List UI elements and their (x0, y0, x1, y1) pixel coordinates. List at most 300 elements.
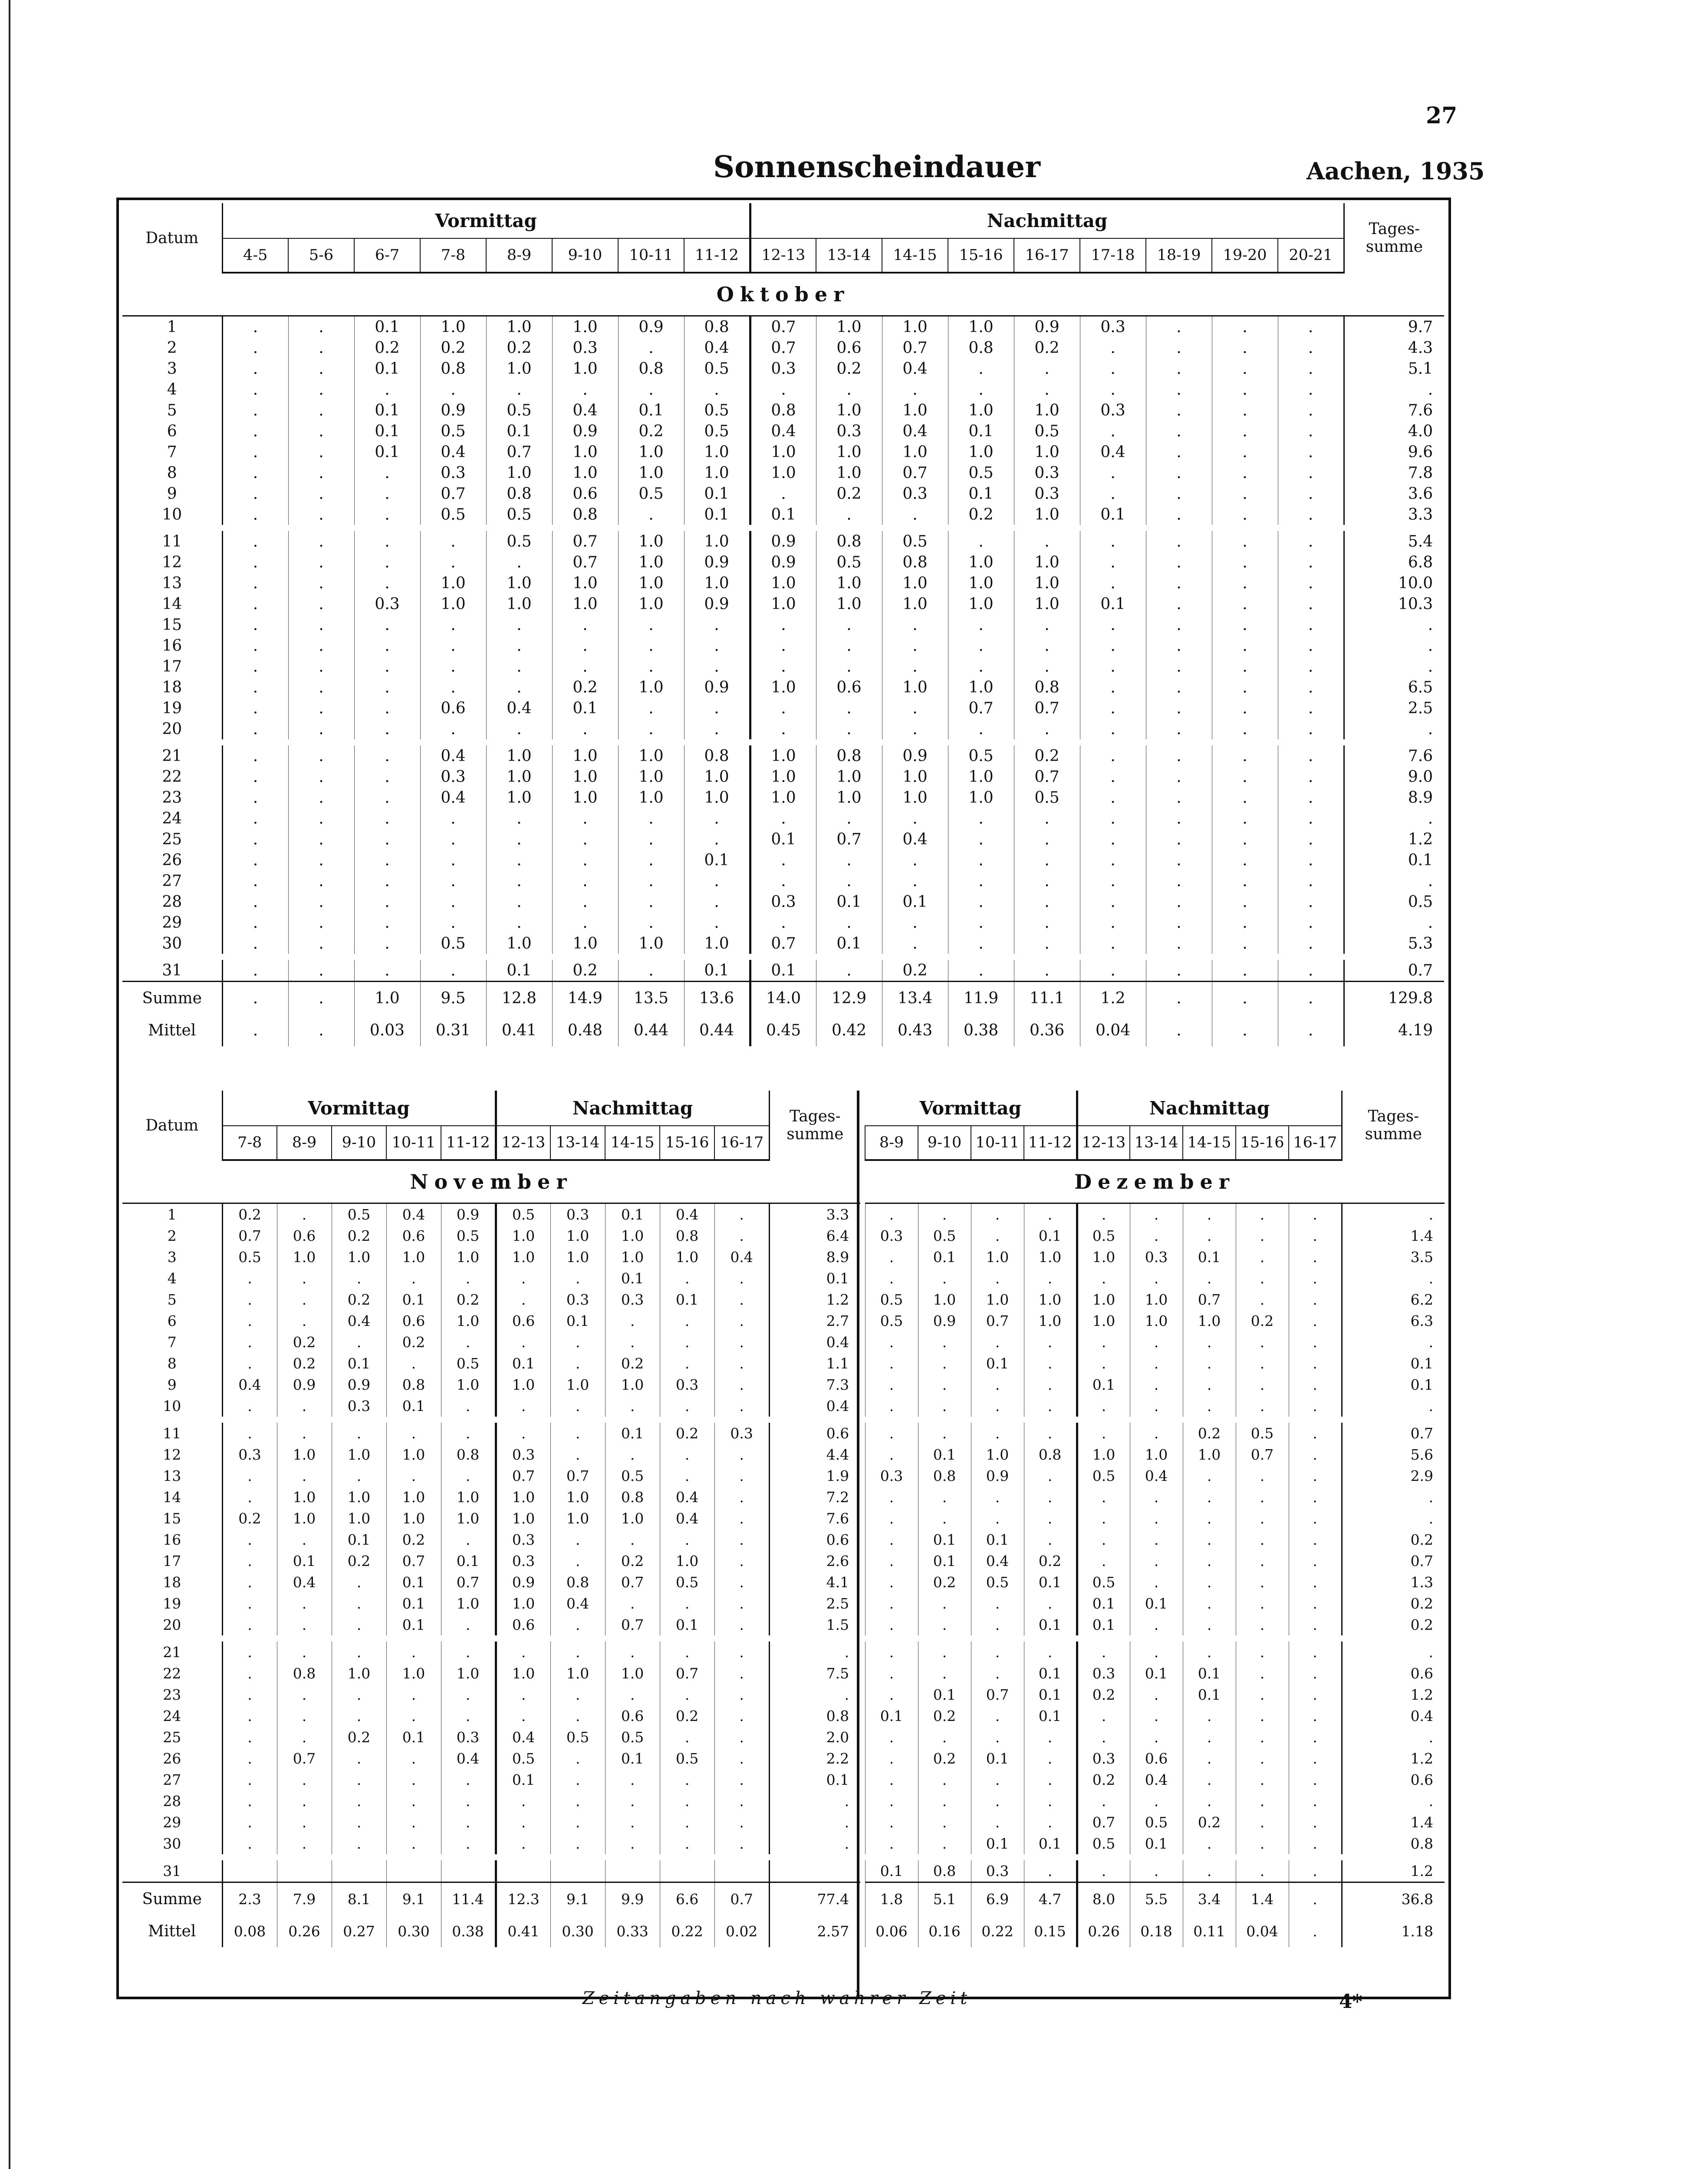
value-cell: . (882, 379, 948, 400)
value-cell: 1.0 (750, 766, 816, 787)
value-cell: 1.0 (277, 1487, 332, 1508)
value-cell: 0.8 (882, 552, 948, 573)
value-cell: 0.8 (550, 1572, 605, 1593)
value-cell: 0.8 (420, 358, 486, 379)
daily-total: 0.1 (769, 1268, 860, 1289)
value-cell: 0.1 (971, 1833, 1024, 1854)
footer-note: Zeitangaben nach wahrer Zeit (582, 1988, 972, 2008)
value-cell: . (1080, 337, 1146, 358)
value-cell: 0.5 (660, 1748, 714, 1769)
value-cell: . (1130, 1529, 1183, 1550)
value-cell: . (714, 1529, 769, 1550)
value-cell: . (684, 870, 750, 891)
value-cell: . (618, 719, 684, 739)
value-cell: . (222, 850, 288, 870)
value-cell: 1.0 (882, 766, 948, 787)
value-cell: . (486, 635, 552, 656)
value-cell: . (1077, 1790, 1130, 1812)
table-row (122, 1642, 860, 1663)
value-cell: 0.1 (605, 1268, 660, 1289)
value-cell: . (714, 1310, 769, 1332)
value-cell: 0.8 (552, 504, 618, 525)
value-cell: . (420, 850, 486, 870)
value-cell: . (750, 719, 816, 739)
value-cell: . (1212, 462, 1278, 483)
value-cell: 0.1 (605, 1203, 660, 1226)
daily-total: . (1342, 1487, 1445, 1508)
value-cell: 0.7 (750, 337, 816, 358)
datum-header: Datum (122, 1091, 222, 1160)
value-cell: 1.0 (496, 1374, 550, 1395)
value-cell: 1.0 (552, 766, 618, 787)
value-cell: . (1236, 1642, 1289, 1663)
value-cell: . (714, 1353, 769, 1374)
value-cell: . (354, 573, 420, 593)
value-cell: . (420, 891, 486, 912)
value-cell: . (918, 1203, 971, 1226)
value-cell: . (288, 719, 354, 739)
table-row (865, 1374, 1445, 1395)
value-cell: . (1212, 614, 1278, 635)
value-cell: 1.0 (332, 1246, 386, 1268)
table-row (865, 1642, 1445, 1663)
value-cell: . (948, 531, 1014, 552)
value-cell: 0.1 (971, 1529, 1024, 1550)
value-cell: . (1236, 1332, 1289, 1353)
value-cell: . (865, 1423, 918, 1444)
value-cell: 1.0 (550, 1374, 605, 1395)
value-cell: 0.1 (684, 850, 750, 870)
value-cell: . (277, 1529, 332, 1550)
value-cell: 1.0 (552, 787, 618, 808)
value-cell: . (1146, 677, 1212, 698)
value-cell: . (354, 531, 420, 552)
value-cell: . (486, 891, 552, 912)
value-cell: . (1289, 1332, 1342, 1353)
october-group-header-row (122, 203, 1444, 238)
value-cell: . (550, 1748, 605, 1769)
value-cell: 0.1 (496, 1769, 550, 1790)
value-cell: . (1014, 829, 1080, 850)
value-cell: . (277, 1684, 332, 1705)
row-gap (865, 1635, 1445, 1642)
hour-header: 15-16 (660, 1126, 714, 1160)
day-number: 13 (122, 573, 222, 593)
value-cell: 0.5 (1077, 1465, 1130, 1487)
value-cell: 0.1 (1130, 1593, 1183, 1614)
value-cell: 0.1 (1024, 1833, 1077, 1854)
table-row (865, 1663, 1445, 1684)
table-row (122, 1487, 860, 1508)
value-cell: 0.2 (660, 1705, 714, 1727)
value-cell: 1.0 (496, 1246, 550, 1268)
table-row (122, 960, 1444, 982)
value-cell: 1.0 (618, 787, 684, 808)
day-number: 28 (122, 1790, 222, 1812)
value-cell: . (918, 1593, 971, 1614)
value-cell: . (865, 1769, 918, 1790)
value-cell: . (222, 1289, 277, 1310)
value-cell: 1.0 (496, 1663, 550, 1684)
summe-value: 4.7 (1024, 1882, 1077, 1915)
value-cell: . (1014, 531, 1080, 552)
value-cell: 1.0 (550, 1225, 605, 1246)
value-cell: 1.0 (441, 1374, 496, 1395)
value-cell: . (605, 1769, 660, 1790)
value-cell: . (222, 808, 288, 829)
day-number: 12 (122, 552, 222, 573)
value-cell: . (550, 1614, 605, 1635)
table-row (865, 1289, 1445, 1310)
daily-total: 5.6 (1342, 1444, 1445, 1465)
value-cell: . (1183, 1614, 1236, 1635)
value-cell: . (1236, 1289, 1289, 1310)
value-cell: . (1278, 483, 1344, 504)
value-cell: . (1278, 719, 1344, 739)
value-cell: 0.8 (816, 745, 882, 766)
value-cell: . (1289, 1790, 1342, 1812)
value-cell: . (1146, 483, 1212, 504)
value-cell: . (1146, 504, 1212, 525)
value-cell: . (618, 698, 684, 719)
value-cell: 1.0 (1014, 593, 1080, 614)
summe-value: 9.1 (550, 1882, 605, 1915)
value-cell: . (865, 1550, 918, 1572)
table-row (122, 504, 1444, 525)
value-cell: . (1236, 1465, 1289, 1487)
value-cell: 0.1 (486, 960, 552, 982)
table-row (865, 1423, 1445, 1444)
value-cell: . (1024, 1465, 1077, 1487)
table-row (122, 933, 1444, 954)
value-cell: 1.0 (1183, 1444, 1236, 1465)
value-cell: . (971, 1812, 1024, 1833)
value-cell: . (882, 656, 948, 677)
november-month-row (122, 1160, 860, 1203)
value-cell: . (1278, 614, 1344, 635)
value-cell: 0.1 (354, 421, 420, 442)
table-row (865, 1572, 1445, 1593)
value-cell: . (288, 531, 354, 552)
day-number: 26 (122, 850, 222, 870)
value-cell: 0.5 (222, 1246, 277, 1268)
value-cell: 0.1 (496, 1353, 550, 1374)
value-cell: . (496, 1812, 550, 1833)
value-cell: 0.3 (865, 1225, 918, 1246)
value-cell: . (1236, 1203, 1289, 1226)
december-month-row (865, 1160, 1445, 1203)
hour-header: 9-10 (332, 1126, 386, 1160)
value-cell: . (332, 1465, 386, 1487)
value-cell: 1.0 (496, 1487, 550, 1508)
value-cell: 1.0 (684, 766, 750, 787)
daily-total: 0.2 (1342, 1614, 1445, 1635)
daily-total: 8.9 (1344, 787, 1444, 808)
value-cell: . (1024, 1487, 1077, 1508)
value-cell: . (684, 379, 750, 400)
value-cell: 0.7 (1077, 1812, 1130, 1833)
value-cell: 0.1 (1080, 504, 1146, 525)
value-cell: 1.0 (882, 400, 948, 421)
day-number: 9 (122, 483, 222, 504)
value-cell: 0.2 (882, 960, 948, 982)
value-cell: . (660, 1310, 714, 1332)
table-row (122, 808, 1444, 829)
value-cell: . (288, 400, 354, 421)
table-row (122, 787, 1444, 808)
daily-total: 10.0 (1344, 573, 1444, 593)
value-cell: 0.2 (332, 1289, 386, 1310)
value-cell: 0.5 (496, 1203, 550, 1226)
value-cell: . (865, 1748, 918, 1769)
summe-value: 1.8 (865, 1882, 918, 1915)
value-cell: . (1077, 1529, 1130, 1550)
daily-total: 0.2 (1342, 1529, 1445, 1550)
value-cell: . (948, 933, 1014, 954)
value-cell: . (277, 1593, 332, 1614)
value-cell: . (441, 1529, 496, 1550)
daily-total: 0.7 (1342, 1550, 1445, 1572)
value-cell: 1.0 (1077, 1444, 1130, 1465)
value-cell: . (1236, 1705, 1289, 1727)
value-cell: . (605, 1529, 660, 1550)
value-cell: 0.8 (816, 531, 882, 552)
value-cell: . (1024, 1268, 1077, 1289)
value-cell: 0.9 (332, 1374, 386, 1395)
hour-header: 8-9 (277, 1126, 332, 1160)
november-hour-header-row (122, 1126, 860, 1160)
value-cell: . (496, 1332, 550, 1353)
hour-header: 13-14 (1130, 1126, 1183, 1160)
daily-total: 2.9 (1342, 1465, 1445, 1487)
value-cell: . (1014, 960, 1080, 982)
value-cell: . (714, 1748, 769, 1769)
table-row (122, 698, 1444, 719)
value-cell: . (865, 1684, 918, 1705)
value-cell: . (714, 1593, 769, 1614)
value-cell: . (1212, 379, 1278, 400)
value-cell: . (948, 960, 1014, 982)
daily-total: 1.4 (1342, 1812, 1445, 1833)
value-cell: 1.0 (1014, 442, 1080, 462)
table-row (122, 912, 1444, 933)
value-cell: . (618, 960, 684, 982)
value-cell: 0.9 (496, 1572, 550, 1593)
value-cell: . (660, 1593, 714, 1614)
value-cell: . (605, 1790, 660, 1812)
value-cell: . (1278, 870, 1344, 891)
value-cell: 0.2 (1014, 745, 1080, 766)
value-cell: . (288, 504, 354, 525)
table-row (122, 1395, 860, 1417)
value-cell: . (1014, 656, 1080, 677)
value-cell: 0.5 (865, 1289, 918, 1310)
table-row (122, 531, 1444, 552)
value-cell: . (288, 483, 354, 504)
value-cell: 0.5 (496, 1748, 550, 1769)
mittel-total: 4.19 (1344, 1014, 1444, 1046)
day-number: 16 (122, 635, 222, 656)
value-cell: . (222, 1593, 277, 1614)
value-cell: 0.1 (552, 698, 618, 719)
value-cell (714, 1860, 769, 1882)
value-cell: . (1236, 1748, 1289, 1769)
value-cell: . (288, 573, 354, 593)
value-cell: 1.0 (1014, 400, 1080, 421)
value-cell: 0.2 (386, 1332, 441, 1353)
value-cell: 1.0 (1077, 1310, 1130, 1332)
value-cell: . (948, 829, 1014, 850)
value-cell: . (1130, 1684, 1183, 1705)
value-cell: 0.4 (552, 400, 618, 421)
value-cell: . (618, 656, 684, 677)
value-cell: 0.7 (948, 698, 1014, 719)
value-cell: 1.0 (1024, 1246, 1077, 1268)
value-cell: . (660, 1465, 714, 1487)
gap-cell (122, 1635, 860, 1642)
daily-total: 4.1 (769, 1572, 860, 1593)
value-cell: 0.2 (277, 1332, 332, 1353)
value-cell: 0.2 (918, 1748, 971, 1769)
value-cell: . (1146, 808, 1212, 829)
value-cell: . (1212, 933, 1278, 954)
day-number: 23 (122, 787, 222, 808)
value-cell: 0.1 (1024, 1225, 1077, 1246)
value-cell: 0.6 (1130, 1748, 1183, 1769)
value-cell: 0.2 (386, 1529, 441, 1550)
value-cell: . (618, 635, 684, 656)
table-row (122, 614, 1444, 635)
mittel-value: 0.16 (918, 1915, 971, 1947)
value-cell: 0.1 (918, 1550, 971, 1572)
value-cell: 0.8 (441, 1444, 496, 1465)
value-cell: . (550, 1790, 605, 1812)
value-cell: 0.1 (277, 1550, 332, 1572)
day-number: 31 (122, 960, 222, 982)
value-cell: . (222, 379, 288, 400)
value-cell: . (222, 1833, 277, 1854)
value-cell: . (918, 1487, 971, 1508)
value-cell: . (222, 891, 288, 912)
daily-total: . (1342, 1790, 1445, 1812)
day-number: 20 (122, 1614, 222, 1635)
value-cell: 1.0 (618, 442, 684, 462)
value-cell: . (660, 1395, 714, 1417)
mittel-value: 0.22 (971, 1915, 1024, 1947)
value-cell: . (354, 635, 420, 656)
daily-total: . (769, 1790, 860, 1812)
value-cell: 0.1 (1024, 1572, 1077, 1593)
value-cell: . (918, 1833, 971, 1854)
table-row (122, 1310, 860, 1332)
value-cell: . (277, 1833, 332, 1854)
tagessumme-header: Tages- summe (1342, 1091, 1445, 1160)
value-cell: . (222, 933, 288, 954)
mittel-value: . (1146, 1014, 1212, 1046)
value-cell: . (222, 1550, 277, 1572)
value-cell: 0.4 (277, 1572, 332, 1593)
daily-total: 0.6 (769, 1423, 860, 1444)
value-cell: . (332, 1833, 386, 1854)
value-cell: . (552, 719, 618, 739)
value-cell: . (1278, 745, 1344, 766)
value-cell: . (660, 1444, 714, 1465)
value-cell: 0.7 (1014, 766, 1080, 787)
table-row (122, 400, 1444, 421)
value-cell: . (865, 1487, 918, 1508)
value-cell: 0.3 (1080, 316, 1146, 338)
value-cell: . (486, 614, 552, 635)
day-number: 5 (122, 400, 222, 421)
value-cell: . (1024, 1769, 1077, 1790)
value-cell: . (1130, 1332, 1183, 1353)
table-row (122, 483, 1444, 504)
daily-total: 7.3 (769, 1374, 860, 1395)
value-cell: . (618, 504, 684, 525)
value-cell: . (1080, 829, 1146, 850)
day-number: 13 (122, 1465, 222, 1487)
value-cell: 1.0 (1024, 1289, 1077, 1310)
value-cell: . (918, 1769, 971, 1790)
table-row (865, 1614, 1445, 1635)
value-cell: 1.0 (618, 462, 684, 483)
value-cell: 0.9 (684, 593, 750, 614)
value-cell: . (222, 766, 288, 787)
value-cell: . (1212, 745, 1278, 766)
value-cell: . (865, 1593, 918, 1614)
value-cell: . (1183, 1727, 1236, 1748)
value-cell: . (1130, 1268, 1183, 1289)
hour-header: 6-7 (354, 238, 420, 273)
value-cell: 0.1 (1024, 1614, 1077, 1635)
value-cell: . (684, 635, 750, 656)
value-cell: . (222, 1268, 277, 1289)
value-cell: . (354, 552, 420, 573)
value-cell: . (1024, 1642, 1077, 1663)
daily-total: 2.5 (769, 1593, 860, 1614)
value-cell: . (684, 912, 750, 933)
value-cell: . (1212, 421, 1278, 442)
day-number: 25 (122, 1727, 222, 1748)
value-cell: 0.3 (420, 462, 486, 483)
value-cell: 0.9 (684, 677, 750, 698)
value-cell: . (222, 552, 288, 573)
value-cell: . (288, 933, 354, 954)
value-cell: . (222, 1423, 277, 1444)
value-cell: 1.0 (948, 316, 1014, 338)
value-cell: . (1014, 912, 1080, 933)
value-cell: . (277, 1423, 332, 1444)
value-cell: . (222, 593, 288, 614)
value-cell: . (288, 635, 354, 656)
value-cell: . (1289, 1310, 1342, 1332)
value-cell: . (1024, 1423, 1077, 1444)
value-cell: . (222, 442, 288, 462)
value-cell: 0.7 (441, 1572, 496, 1593)
value-cell: . (948, 635, 1014, 656)
value-cell: . (865, 1614, 918, 1635)
value-cell: 1.0 (1130, 1289, 1183, 1310)
value-cell: 1.0 (684, 442, 750, 462)
day-number: 4 (122, 1268, 222, 1289)
value-cell: . (550, 1550, 605, 1572)
value-cell: 1.0 (277, 1246, 332, 1268)
value-cell: . (288, 960, 354, 982)
value-cell: 1.0 (816, 593, 882, 614)
value-cell: . (1212, 337, 1278, 358)
day-number: 5 (122, 1289, 222, 1310)
day-number: 21 (122, 1642, 222, 1663)
